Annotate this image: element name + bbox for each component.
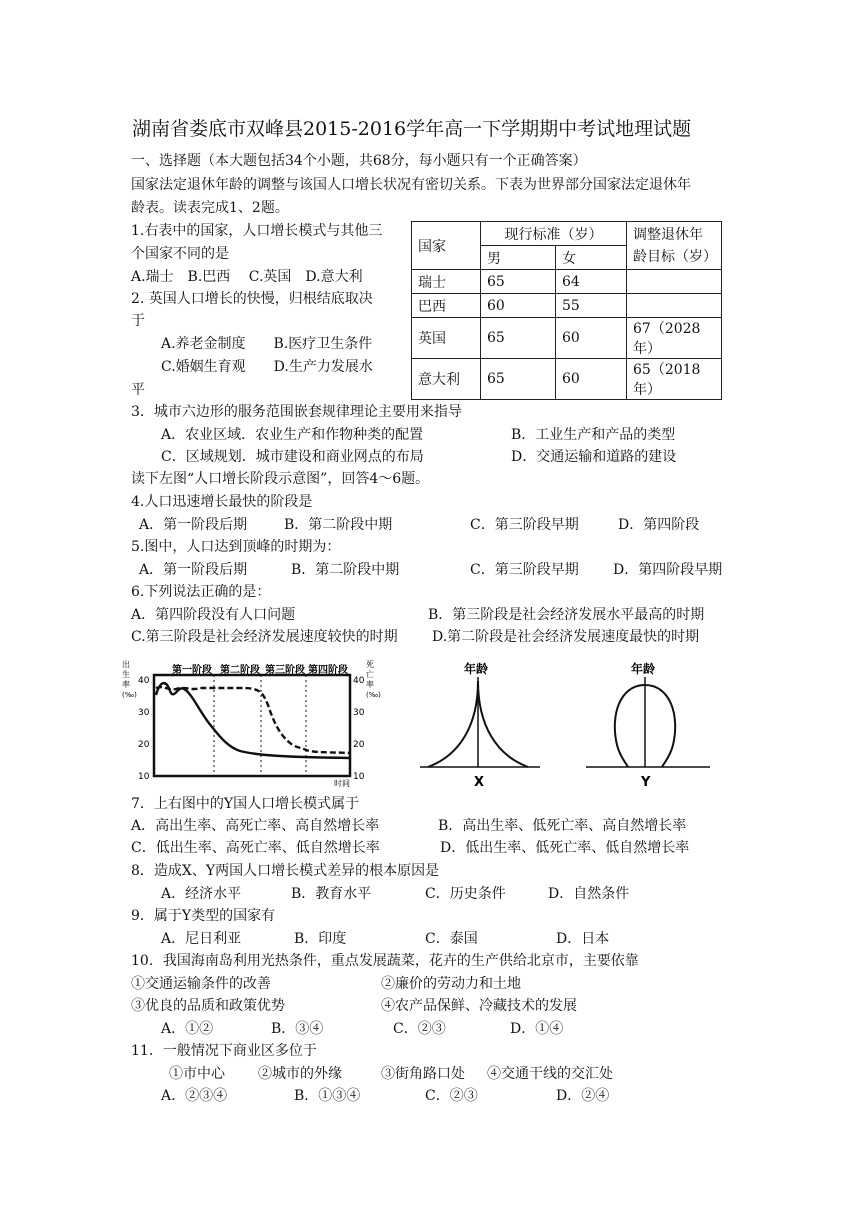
question-11-option: A．②③④ xyxy=(161,1088,228,1104)
tick-label: 10 xyxy=(353,772,365,782)
question-7: 7．上右图中的Y国人口增长模式属于 xyxy=(131,796,360,812)
question-6-option: C.第三阶段是社会经济发展速度较快的时期 xyxy=(131,629,398,645)
intro-text-1: 龄表。读表完成1、2题。 xyxy=(131,200,289,216)
question-5: 5.图中，人口达到顶峰的时期为： xyxy=(131,539,341,555)
question-7-option: D．低出生率、低死亡率、低自然增长率 xyxy=(440,840,690,856)
question-1: 个国家不同的是 xyxy=(131,246,229,262)
table-header: 调整退休年 龄目标（岁） xyxy=(627,222,722,270)
axis-label: 生 xyxy=(122,670,130,679)
axis-label: 死 xyxy=(366,660,374,669)
age-structure-figures xyxy=(420,655,710,795)
question-1: 1.右表中的国家，人口增长模式与其他三 xyxy=(131,223,383,239)
question-10-item: ④农产品保鲜、冷藏技术的发展 xyxy=(381,998,577,1014)
question-10-item: ②廉价的劳动力和土地 xyxy=(381,976,521,992)
question-2-options: A.养老金制度 B.医疗卫生条件 xyxy=(161,336,373,352)
table-header: 女 xyxy=(556,246,627,270)
question-10-option: A．①② xyxy=(161,1021,214,1037)
question-11-item: ①市中心 xyxy=(169,1066,225,1082)
question-11-option: C．②③ xyxy=(425,1088,478,1104)
question-2: 2. 英国人口增长的快慢，归根结底取决 xyxy=(131,291,373,307)
question-2-options: C.婚姻生育观 D.生产力发展水 xyxy=(161,359,373,375)
question-4-option: C．第三阶段早期 xyxy=(470,517,579,533)
population-stage-chart xyxy=(120,655,382,790)
intro-text-1: 国家法定退休年龄的调整与该国人口增长状况有密切关系。下表为世界部分国家法定退休年 xyxy=(131,177,691,193)
table-header: 国家 xyxy=(412,222,481,270)
pyramid-y-label: Y xyxy=(641,775,651,790)
tick-label: 20 xyxy=(353,740,365,750)
pyramid-x-label: X xyxy=(474,775,485,790)
question-8-option: A．经济水平 xyxy=(161,886,242,902)
tick-label: 40 xyxy=(353,676,365,686)
question-5-option: B．第二阶段中期 xyxy=(291,562,400,578)
question-7-option: C．低出生率、高死亡率、低自然增长率 xyxy=(131,840,380,856)
section-heading: 一、选择题（本大题包括34个小题，共68分，每小题只有一个正确答案） xyxy=(131,153,587,169)
question-11: 11．一般情况下商业区多位于 xyxy=(131,1043,317,1059)
question-11-option: B．①③④ xyxy=(294,1088,361,1104)
stage-label: 第二阶段 xyxy=(220,665,260,676)
table-header: 现行标准（岁） xyxy=(481,222,627,246)
question-3: 3．城市六边形的服务范围嵌套规律理论主要用来指导 xyxy=(131,404,462,420)
x-axis-label: 时间 xyxy=(334,779,350,788)
stage-label: 第四阶段 xyxy=(308,665,348,676)
table-row: 英国 65 60 67（2028年） xyxy=(412,318,722,359)
question-3-option: D．交通运输和道路的建设 xyxy=(511,449,677,465)
question-10-option: D．①④ xyxy=(510,1021,564,1037)
axis-label: 亡 xyxy=(366,670,374,679)
axis-label: 出 xyxy=(122,660,130,669)
retirement-table xyxy=(411,221,722,400)
question-8-option: B．教育水平 xyxy=(291,886,372,902)
stage-label: 第三阶段 xyxy=(265,665,305,676)
question-2: 于 xyxy=(131,313,145,329)
question-9-option: C．泰国 xyxy=(425,931,478,947)
axis-label: 年龄 xyxy=(631,662,656,676)
question-11-option: D．②④ xyxy=(556,1088,610,1104)
axis-label: (‰) xyxy=(366,691,381,699)
question-5-option: A．第一阶段后期 xyxy=(139,562,248,578)
question-2-options: 平 xyxy=(131,382,145,398)
question-6: 6.下列说法正确的是： xyxy=(131,584,271,600)
question-4-option: A．第一阶段后期 xyxy=(139,517,248,533)
question-5-option: C．第三阶段早期 xyxy=(470,562,579,578)
question-7-option: A．高出生率、高死亡率、高自然增长率 xyxy=(131,818,380,834)
question-8: 8．造成X、Y两国人口增长模式差异的根本原因是 xyxy=(131,863,440,879)
question-7-option: B．高出生率、低死亡率、高自然增长率 xyxy=(438,818,687,834)
question-11-item: ③街角路口处 xyxy=(381,1066,465,1082)
question-6-option: D.第二阶段是社会经济发展速度最快的时期 xyxy=(432,629,700,645)
question-8-option: D．自然条件 xyxy=(548,886,630,902)
question-3-option: A．农业区域．农业生产和作物种类的配置 xyxy=(161,427,424,443)
table-row: 意大利 65 60 65（2018年） xyxy=(412,359,722,400)
tick-label: 30 xyxy=(138,708,150,718)
question-9-option: A．尼日利亚 xyxy=(161,931,242,947)
question-6-option: B．第三阶段是社会经济发展水平最高的时期 xyxy=(428,607,705,623)
question-9: 9．属于Y类型的国家有 xyxy=(131,908,276,924)
tick-label: 20 xyxy=(138,740,150,750)
question-11-item: ④交通干线的交汇处 xyxy=(487,1066,613,1082)
death-rate-line xyxy=(156,683,350,758)
question-8-option: C．历史条件 xyxy=(425,886,506,902)
question-5-option: D．第四阶段早期 xyxy=(613,562,723,578)
question-10-item: ③优良的品质和政策优势 xyxy=(131,998,285,1014)
question-10-option: B．③④ xyxy=(271,1021,324,1037)
axis-label: 年龄 xyxy=(464,662,489,676)
table-row: 瑞士 65 64 xyxy=(412,270,722,294)
question-6-option: A．第四阶段没有人口问题 xyxy=(131,607,296,623)
axis-label: 率 xyxy=(122,680,130,689)
question-4-option: B．第二阶段中期 xyxy=(284,517,393,533)
axis-label: 率 xyxy=(366,680,374,689)
question-11-item: ②城市的外缘 xyxy=(258,1066,342,1082)
intro-text-2: 读下左图“人口增长阶段示意图”，回答4～6题。 xyxy=(131,471,430,487)
stage-label: 第一阶段 xyxy=(172,665,212,676)
question-10-item: ①交通运输条件的改善 xyxy=(131,976,271,992)
tick-label: 10 xyxy=(138,772,150,782)
chart-frame xyxy=(154,675,350,776)
question-3-option: C．区域规划．城市建设和商业网点的布局 xyxy=(161,449,424,465)
question-4: 4.人口迅速增长最快的阶段是 xyxy=(131,494,313,510)
question-1-options: A.瑞士 B.巴西 C.英国 D.意大利 xyxy=(131,269,363,285)
axis-label: (‰) xyxy=(122,691,137,699)
table-header: 男 xyxy=(481,246,556,270)
question-3-option: B．工业生产和产品的类型 xyxy=(511,427,676,443)
question-10: 10．我国海南岛利用光热条件，重点发展蔬菜，花卉的生产供给北京市，主要依靠 xyxy=(131,953,639,969)
tick-label: 40 xyxy=(138,676,150,686)
question-9-option: B．印度 xyxy=(294,931,347,947)
question-9-option: D．日本 xyxy=(556,931,610,947)
page-title: 湖南省娄底市双峰县2015-2016学年高一下学期期中考试地理试题 xyxy=(132,118,692,140)
tick-label: 30 xyxy=(353,708,365,718)
table-row: 巴西 60 55 xyxy=(412,294,722,318)
birth-rate-line xyxy=(156,687,350,753)
question-10-option: C．②③ xyxy=(393,1021,446,1037)
question-4-option: D．第四阶段 xyxy=(618,517,700,533)
